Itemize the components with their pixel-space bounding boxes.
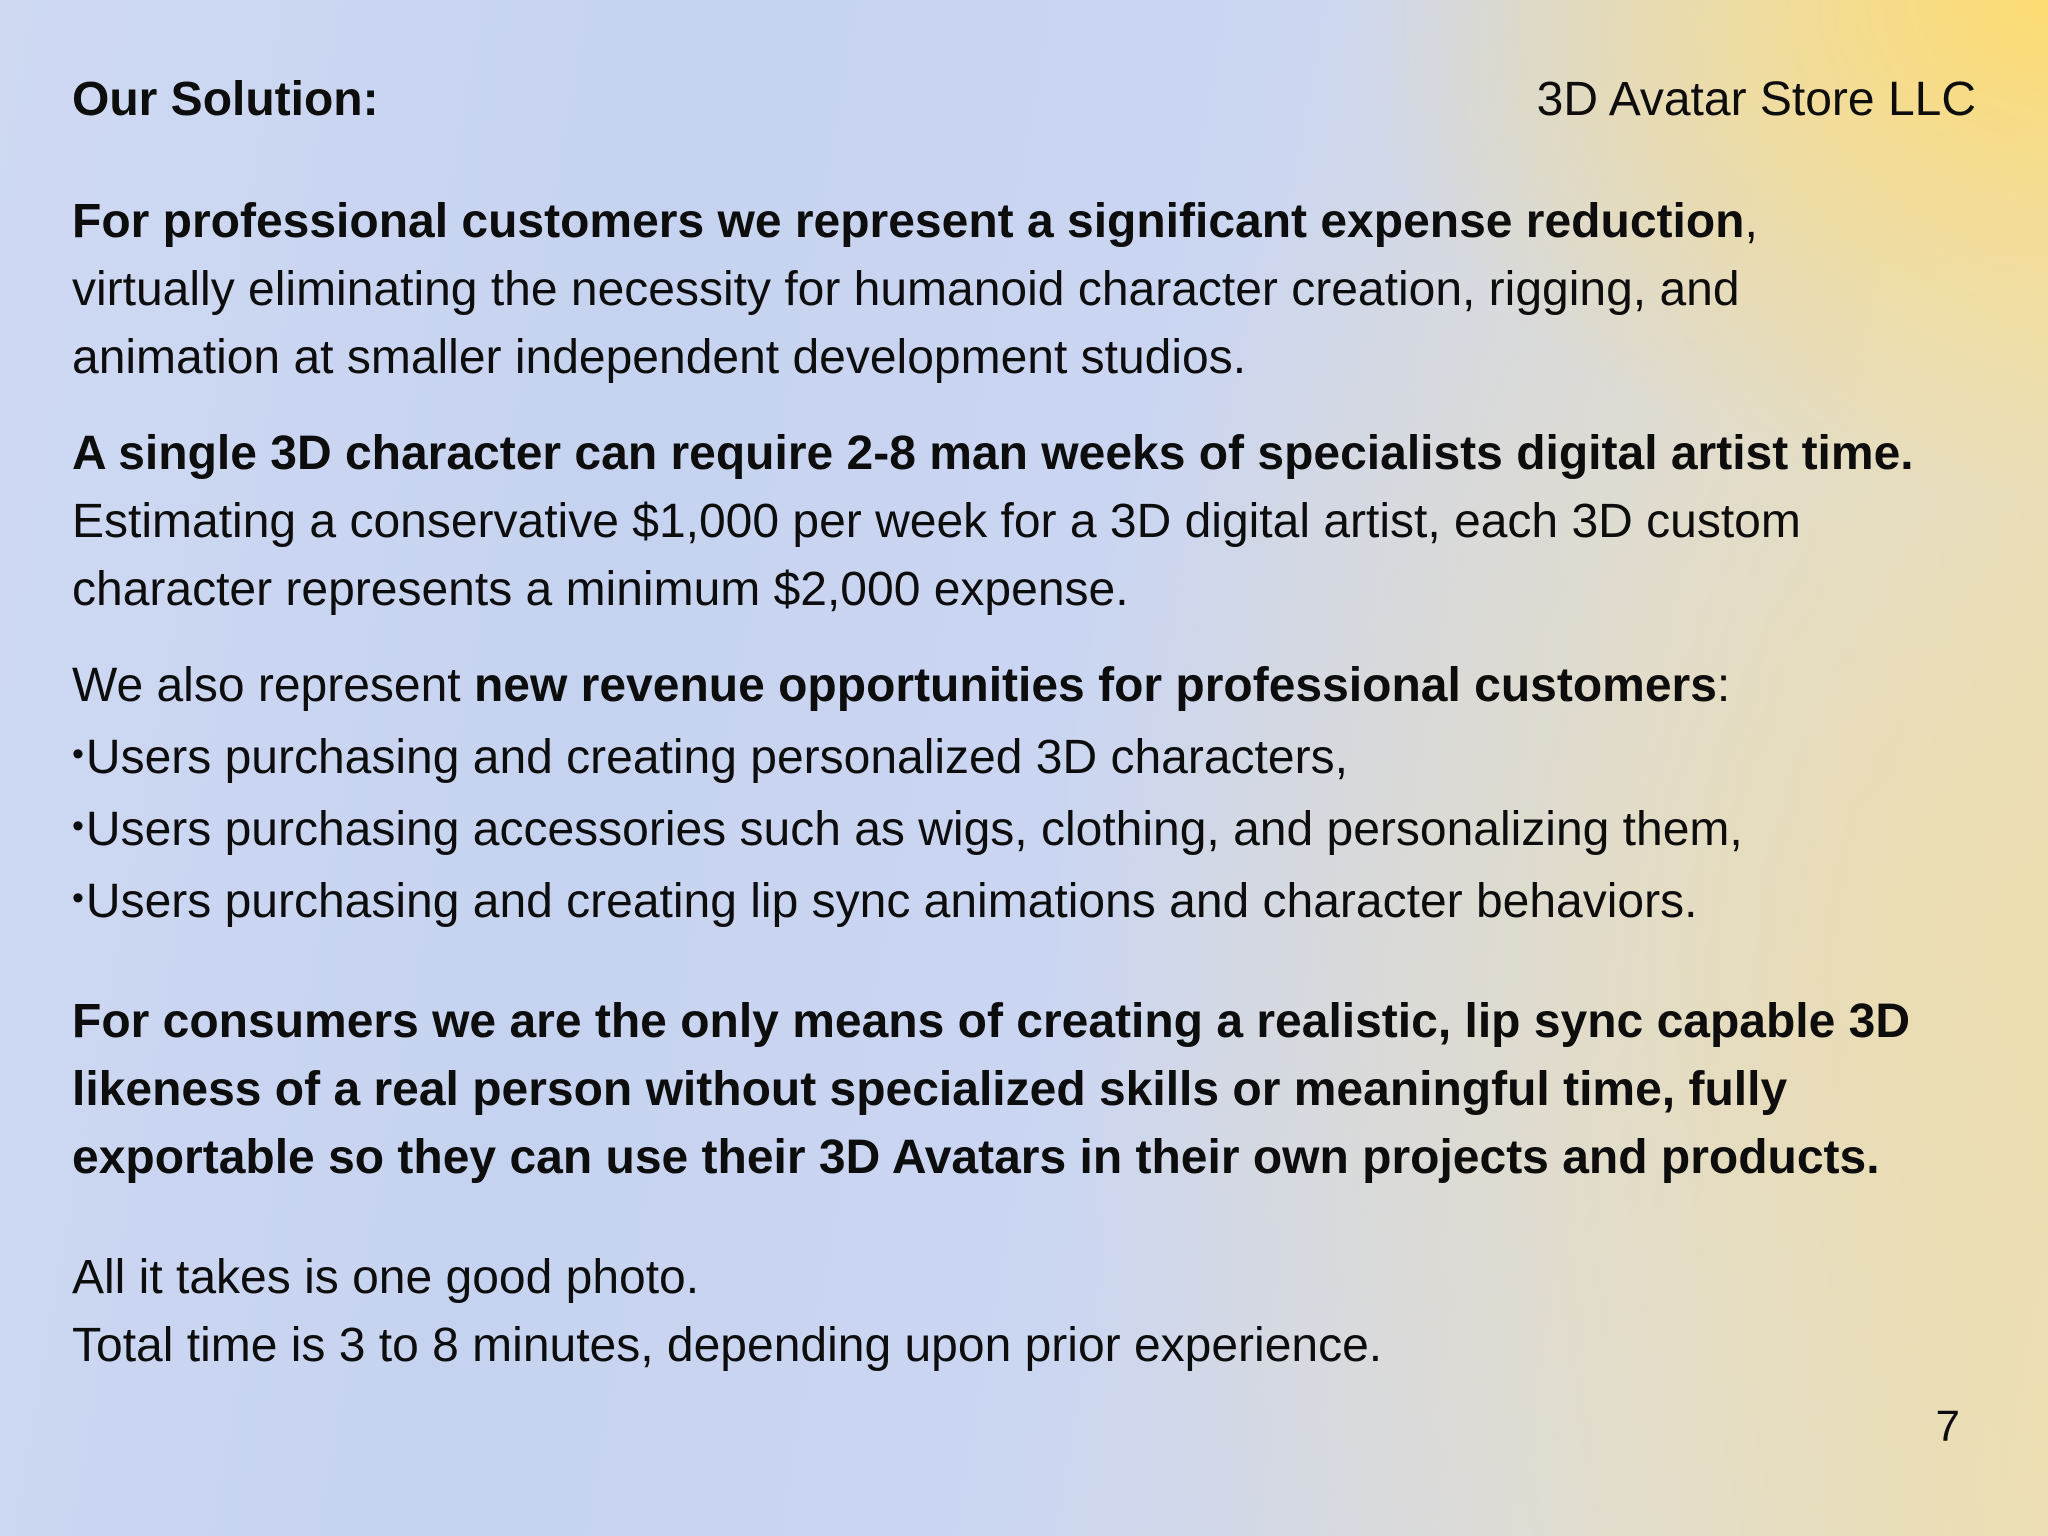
paragraph-line: Estimating a conservative $1,000 per week for a 3D digital artist, each 3D custom — [72, 495, 1801, 548]
punctuation: : — [1716, 659, 1731, 712]
paragraph-line: character represents a minimum $2,000 expense. — [72, 563, 1129, 616]
paragraph-line: likeness of a real person without specialized skills or meaningful time, fully — [72, 1063, 1788, 1116]
bullet-icon: • — [72, 735, 84, 773]
paragraph-line: All it takes is one good photo. — [72, 1251, 700, 1304]
paragraph-professional-expense — [72, 188, 2002, 392]
bullet-icon: • — [72, 807, 84, 845]
intro-text: We also represent — [72, 659, 474, 712]
paragraph-consumers — [72, 988, 2002, 1192]
paragraph-line: Total time is 3 to 8 minutes, depending upon prior experience. — [72, 1319, 1383, 1372]
company-name: 3D Avatar Store LLC — [1536, 73, 1976, 126]
paragraph-line: exportable so they can use their 3D Avatars in their own projects and products. — [72, 1131, 1880, 1184]
spacer — [72, 392, 2002, 420]
bold-statement: A single 3D character can require 2-8 man weeks of specialists digital artist time. — [72, 427, 1914, 480]
page-number: 7 — [1935, 1402, 1960, 1451]
slide-heading: Our Solution: — [72, 73, 379, 126]
paragraph-revenue-opportunities — [72, 652, 2002, 936]
paragraph-character-cost — [72, 420, 2002, 624]
spacer — [72, 624, 2002, 652]
bold-statement: For professional customers we represent a significant expense reduction — [72, 195, 1745, 248]
bullet-text: Users purchasing and creating lip sync animations and character behaviors. — [85, 875, 1698, 928]
spacer — [72, 1192, 2002, 1244]
bold-statement: new revenue opportunities for professional customers — [473, 659, 1717, 712]
punctuation: , — [1744, 195, 1758, 248]
slide-body — [72, 188, 2002, 1380]
paragraph-line: For consumers we are the only means of creating a realistic, lip sync capable 3D — [72, 995, 1911, 1048]
paragraph-line — [72, 188, 2002, 256]
paragraph-line: animation at smaller independent development studios. — [72, 331, 1247, 384]
bullet-icon: • — [72, 879, 84, 917]
bullet-item — [72, 792, 2002, 864]
spacer — [72, 936, 2002, 988]
bullet-text: Users purchasing and creating personalized 3D characters, — [85, 731, 1348, 784]
bullet-text: Users purchasing accessories such as wigs, clothing, and personalizing them, — [85, 803, 1743, 856]
bullet-item — [72, 864, 2002, 936]
bullet-item — [72, 720, 2002, 792]
paragraph-time — [72, 1244, 2002, 1380]
paragraph-line: virtually eliminating the necessity for humanoid character creation, rigging, and — [72, 263, 1740, 316]
paragraph-line — [72, 652, 2002, 720]
